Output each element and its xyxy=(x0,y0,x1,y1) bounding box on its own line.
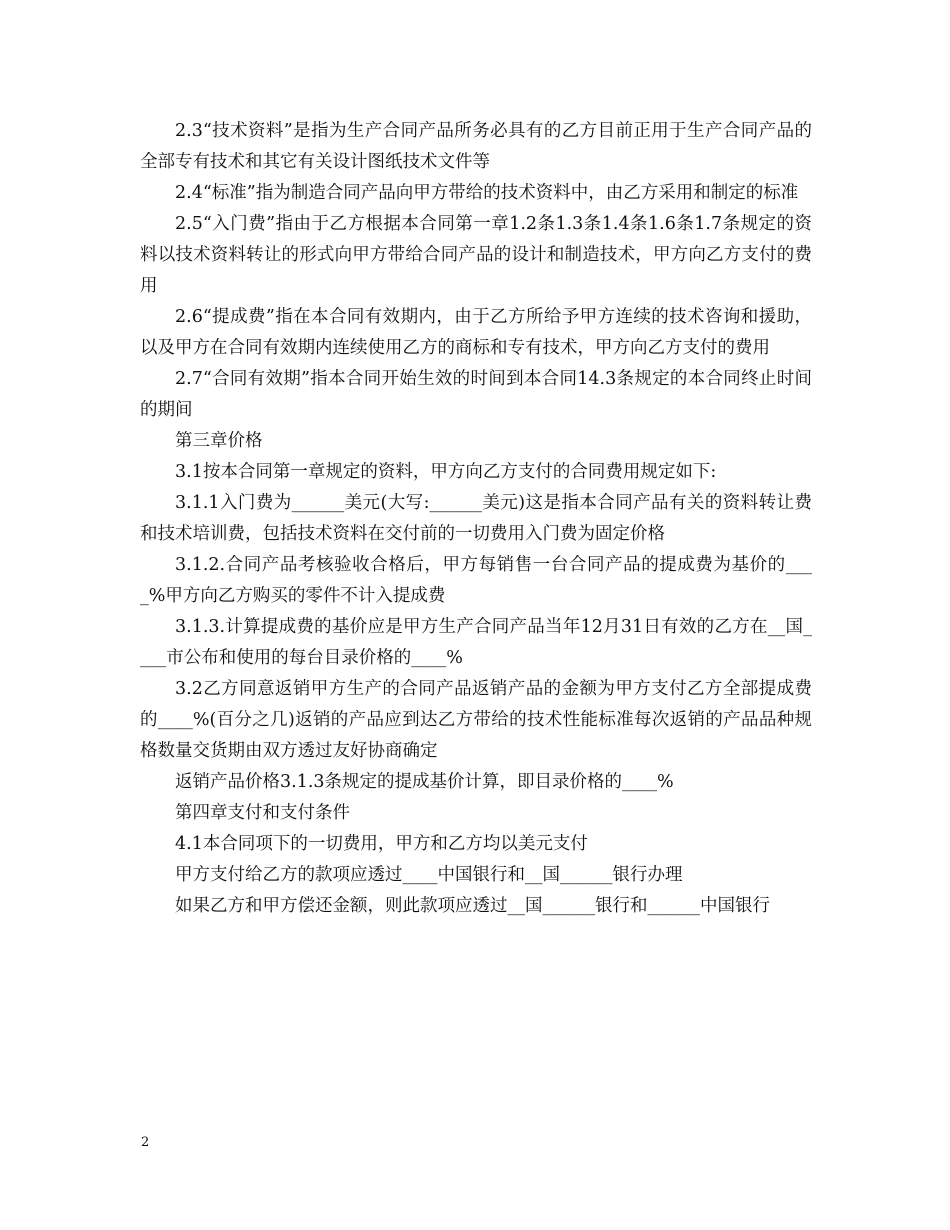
page-number: 2 xyxy=(141,1135,150,1150)
paragraph-repayment-bank: 如果乙方和甲方偿还金额，则此款项应透过__国______银行和______中国银行 xyxy=(175,896,770,916)
paragraph-3-1: 3.1按本合同第一章规定的资料，甲方向乙方支付的合同费用规定如下: xyxy=(175,462,717,482)
paragraph-2-3: 2.3“技术资料”是指为生产合同产品所务必具有的乙方目前正用于生产合同产品的全部专有技术和其它有关设计图纸技术文件等 xyxy=(140,121,812,172)
chapter-3-heading: 第三章价格 xyxy=(175,431,263,451)
paragraph-2-7: 2.7“合同有效期”指本合同开始生效的时间到本合同14.3条规定的本合同终止时间的期间 xyxy=(140,369,812,420)
paragraph-2-4: 2.4“标准”指为制造合同产品向甲方带给的技术资料中，由乙方采用和制定的标准 xyxy=(175,183,799,203)
paragraph-2-5: 2.5“入门费”指由于乙方根据本合同第一章1.2条1.3条1.4条1.6条1.7条规定的资料以技术资料转让的形式向甲方带给合同产品的设计和制造技术，甲方向乙方支付的费用 xyxy=(140,214,812,296)
paragraph-2-6: 2.6“提成费”指在本合同有效期内，由于乙方所给予甲方连续的技术咨询和援助，以及甲方在合同有效期内连续使用乙方的商标和专有技术，甲方向乙方支付的费用 xyxy=(140,307,812,358)
paragraph-buyback-price: 返销产品价格3.1.3条规定的提成基价计算，即目录价格的____% xyxy=(175,772,674,792)
paragraph-3-1-1: 3.1.1入门费为______美元(大写:______美元)这是指本合同产品有关的资料转让费和技术培训费，包括技术资料在交付前的一切费用入门费为固定价格 xyxy=(140,493,812,544)
paragraph-payment-bank: 甲方支付给乙方的款项应透过____中国银行和__国______银行办理 xyxy=(175,865,683,885)
paragraph-3-1-3: 3.1.3.计算提成费的基价应是甲方生产合同产品当年12月31日有效的乙方在__国____市公布和使用的每台目录价格的____% xyxy=(140,617,812,668)
chapter-4-heading: 第四章支付和支付条件 xyxy=(175,803,350,823)
paragraph-3-1-2: 3.1.2.合同产品考核验收合格后，甲方每销售一台合同产品的提成费为基价的____%甲方向乙方购买的零件不计入提成费 xyxy=(140,555,812,606)
document-body xyxy=(140,116,812,922)
paragraph-4-1: 4.1本合同项下的一切费用，甲方和乙方均以美元支付 xyxy=(175,834,588,854)
paragraph-3-2: 3.2乙方同意返销甲方生产的合同产品返销产品的金额为甲方支付乙方全部提成费的____%(百分之几)返销的产品应到达乙方带给的技术性能标准每次返销的产品品种规格数量交货期由双方透过友好协商确定 xyxy=(140,679,812,761)
